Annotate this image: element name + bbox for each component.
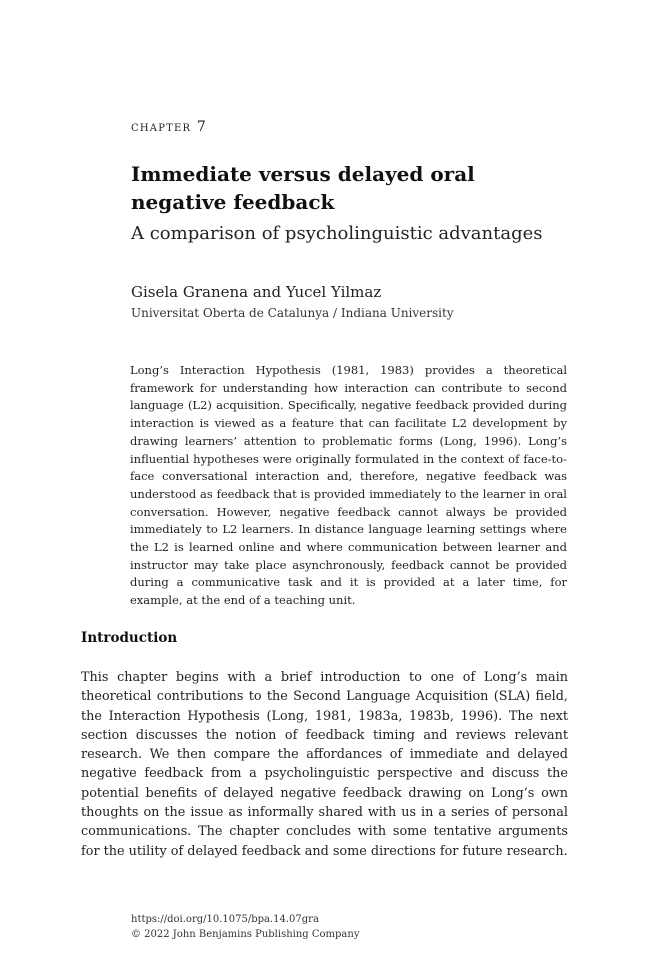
doi-link[interactable]: https://doi.org/10.1075/bpa.14.07gra xyxy=(131,914,319,925)
introduction-paragraph: This chapter begins with a brief introduction to one of Long’s main theoretical contributions to the Second Language Acquisition (SLA) field, the Interaction Hypothesis (Long, 1981, 1983a, 1983b, 1996). The next section discusses the notion of feedback timing and reviews relevant research. We then compare the affordances of immediate and delayed negative feedback from a psycholinguistic perspective and discuss the potential benefits of delayed negative feedback drawing on Long’s own thoughts on the issue as informally shared with us in a series of personal communications. The chapter concludes with some tentative arguments for the utility of delayed feedback and some directions for future research. xyxy=(81,670,568,859)
section-heading-introduction: Introduction xyxy=(81,630,178,646)
chapter-title: Immediate versus delayed oral negative feedback xyxy=(131,162,475,214)
chapter-label: chapter 7 xyxy=(131,119,207,135)
author-names: Gisela Granena and Yucel Yilmaz xyxy=(131,283,382,301)
author-affiliation: Universitat Oberta de Catalunya / Indiana University xyxy=(131,306,454,320)
copyright-notice: © 2022 John Benjamins Publishing Company xyxy=(131,929,360,940)
abstract: Long’s Interaction Hypothesis (1981, 1983) provides a theoretical framework for understanding how interaction can contribute to second language (L2) acquisition. Specifically, negative feedback provided during interaction is viewed as a feature that can facilitate L2 development by drawing learners’ attention to problematic forms (Long, 1996). Long’s influential hypotheses were originally formulated in the context of face-to-face conversational interaction and, therefore, negative feedback was understood as feedback that is provided immediately to the learner in oral conversation. However, negative feedback cannot always be provided immediately to L2 learners. In distance language learning settings where the L2 is learned online and where communication between learner and instructor may take place asynchronously, feedback cannot be provided during a communicative task and it is provided at a later time, for example, at the end of a teaching unit. xyxy=(130,363,567,608)
chapter-subtitle: A comparison of psycholinguistic advantages xyxy=(131,223,543,244)
